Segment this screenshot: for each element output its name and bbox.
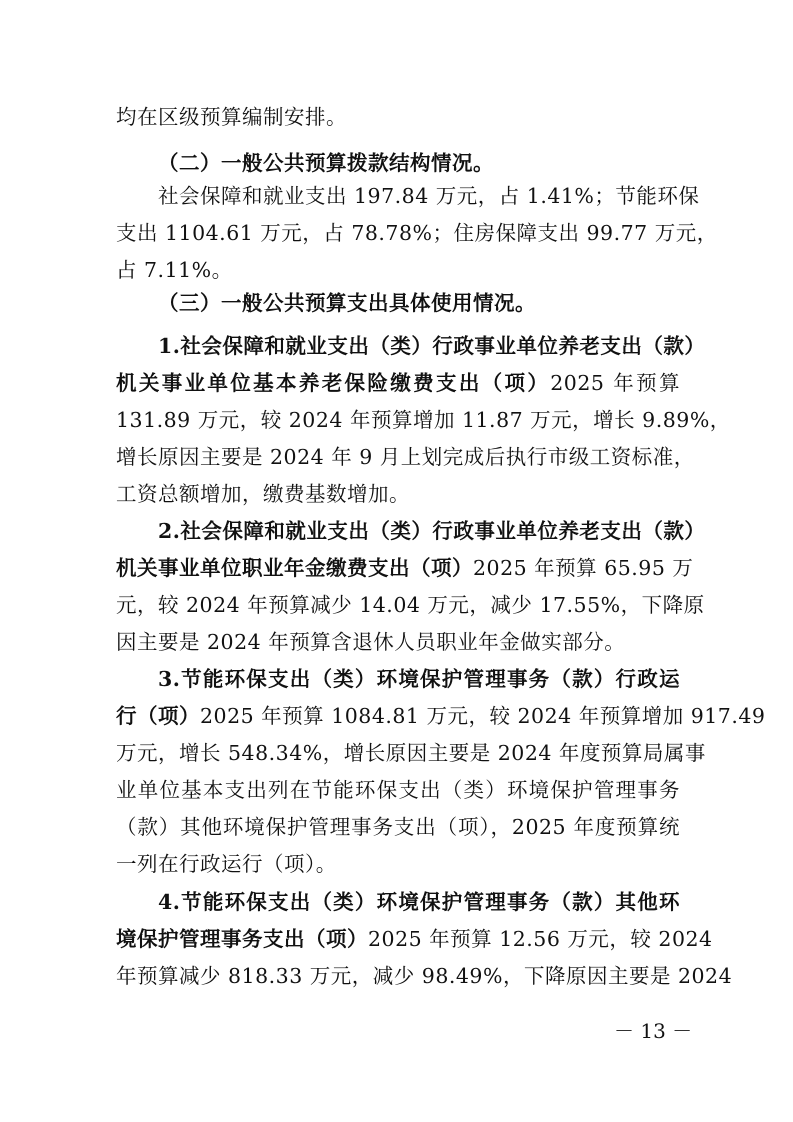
paragraph-line: 支出 1104.61 万元，占 78.78%；住房保障支出 99.77 万元， xyxy=(116,221,718,245)
paragraph-line: 均在区级预算编制安排。 xyxy=(116,105,347,129)
item-heading: 1.社会保障和就业支出（类）行政事业单位养老支出（款） xyxy=(158,334,706,358)
paragraph-line: （款）其他环境保护管理事务支出（项），2025 年度预算统 xyxy=(116,815,680,839)
item-heading-continued: 机关事业单位基本养老保险缴费支出（项） xyxy=(116,371,551,395)
paragraph-line: 一列在行政运行（项）。 xyxy=(116,852,337,876)
item-heading-continued: 机关事业单位职业年金缴费支出（项） xyxy=(116,556,473,580)
item-heading: 2.社会保障和就业支出（类）行政事业单位养老支出（款） xyxy=(158,519,706,543)
paragraph-line: 131.89 万元，较 2024 年预算增加 11.87 万元，增长 9.89%， xyxy=(116,408,731,432)
section-heading: （三）一般公共预算支出具体使用情况。 xyxy=(158,291,536,315)
paragraph-line: 占 7.11%。 xyxy=(116,258,233,282)
paragraph-line: 社会保障和就业支出 197.84 万元，占 1.41%；节能环保 xyxy=(158,184,700,208)
paragraph-line xyxy=(116,369,680,397)
paragraph-line xyxy=(116,554,694,582)
section-heading: （二）一般公共预算拨款结构情况。 xyxy=(158,151,494,175)
paragraph-line: 年预算减少 818.33 万元，减少 98.49%，下降原因主要是 2024 xyxy=(116,964,733,988)
paragraph-line: 因主要是 2024 年预算含退休人员职业年金做实部分。 xyxy=(116,630,626,654)
paragraph-line: 业单位基本支出列在节能环保支出（类）环境保护管理事务 xyxy=(116,778,680,802)
paragraph-line xyxy=(116,702,766,730)
item-heading: 4.节能环保支出（类）环境保护管理事务（款）其他环 xyxy=(158,890,680,914)
page-number: － 13 － xyxy=(614,1019,693,1043)
paragraph-line: 工资总额增加，缴费基数增加。 xyxy=(116,482,410,506)
paragraph-line: 万元，增长 548.34%，增长原因主要是 2024 年度预算局属事 xyxy=(116,741,706,765)
item-heading-continued: 境保护管理事务支出（项） xyxy=(116,927,368,951)
item-heading-continued: 行（项） xyxy=(116,704,200,728)
paragraph-line xyxy=(116,925,713,953)
paragraph-line: 元，较 2024 年预算减少 14.04 万元，减少 17.55%，下降原 xyxy=(116,593,705,617)
item-heading: 3.节能环保支出（类）环境保护管理事务（款）行政运 xyxy=(158,667,680,691)
line-text: 2025 年预算 12.56 万元，较 2024 xyxy=(368,927,713,951)
paragraph-line: 增长原因主要是 2024 年 9 月上划完成后执行市级工资标准， xyxy=(116,445,695,469)
line-text: 2025 年预算 1084.81 万元，较 2024 年预算增加 917.49 xyxy=(200,704,766,728)
line-text: 2025 年预算 xyxy=(550,371,681,395)
line-text: 2025 年预算 65.95 万 xyxy=(473,556,694,580)
